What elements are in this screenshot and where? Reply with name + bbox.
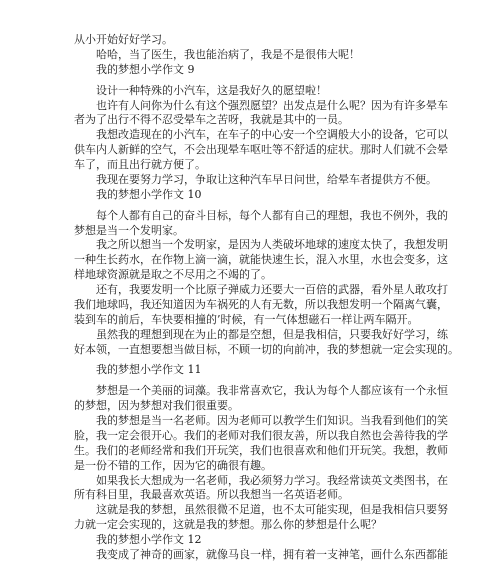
text-line: 一种生长药水，在作物上滴一滴，就能快速生长，混入水里，水也会变多，这 (74, 253, 448, 266)
text-line: 力就一定会实现的，这就是我的梦想。那么你的梦想是什么呢？ (74, 518, 382, 531)
text-line: 设计一种特殊的小汽车，这是我好久的愿望啦！ (96, 84, 327, 97)
text-line: 装到车的前后，车快要相撞的’时候，有一气体想磁石一样让两车隔开。 (74, 313, 419, 326)
text-line: 从小开始好好学习。 (74, 33, 173, 46)
text-line: 车了，而且出行就方便了。 (74, 158, 206, 171)
text-line: 的梦想，因为梦想对我们很重要。 (74, 399, 239, 412)
text-line: 供车内人新鲜的空气，不会出现晕车呕吐等不舒适的症状。那时人们就不会晕 (74, 143, 448, 156)
text-line: 如果我长大想成为一名老师，我必须努力学习。我经常读英文类图书，在 (96, 474, 448, 487)
text-line: 虽然我的理想到现在为止的都是空想，但是我相信，只要我好好学习，练 (96, 328, 448, 341)
text-line: 哈哈，当了医生，我也能治病了，我是不是很伟大呢！ (96, 48, 360, 61)
text-line: 我的梦想是当一名老师。因为老师可以教学生们知识。当我看到他们的笑 (96, 414, 448, 427)
section-heading: 我的梦想小学作文 9 (96, 63, 195, 76)
text-line: 我现在要努力学习，争取让这种汽车早日问世，给晕车者提供方不便。 (96, 173, 437, 186)
text-line: 好本领，一直想要想当做目标，不顾一切的向前冲，我的梦想就一定会实现的。 (74, 343, 459, 356)
text-line: 每个人都有自己的奋斗目标，每个人都有自己的理想，我也不例外，我的 (96, 209, 448, 222)
text-line: 我变成了神奇的画家，就像马良一样，拥有着一支神笔，画什么东西都能 (96, 548, 448, 561)
section-heading: 我的梦想小学作文 12 (96, 533, 202, 546)
text-line: 也许有人问你为什么有这个强烈愿望？出发点是什么呢？因为有许多晕车 (96, 99, 448, 112)
text-line: 我们地球吗，我还知道因为车祸死的人有无数，所以我想发明一个隔离气囊， (74, 298, 448, 311)
text-line: 者为了出行不得不忍受晕车之苦呀，我就是其中的一员。 (74, 113, 349, 126)
section-heading: 我的梦想小学作文 11 (96, 363, 202, 376)
text-line: 样地球资源就是取之不尽用之不竭的了。 (74, 268, 272, 281)
text-line: 脸，我一定会很开心。我们的老师对我们很友善，所以我自然也会善待我的学 (74, 429, 448, 442)
text-line: 我想改造现在的小汽车，在车子的中心安一个空调般大小的设备，它可以 (96, 128, 448, 141)
text-line: 生。我们的老师经常和我们开玩笑，我们也很喜欢和他们开玩笑。我想，教师 (74, 444, 448, 457)
text-line: 还有，我要发明一个比原子弹威力还要大一百倍的武器，看外星人敢攻打 (96, 283, 448, 296)
text-line: 这就是我的梦想，虽然很微不足道，也不太可能实现，但是我相信只要努 (96, 503, 448, 516)
text-line: 是一份不错的工作，因为它的确很有趣。 (74, 459, 272, 472)
section-heading: 我的梦想小学作文 10 (96, 188, 202, 201)
text-line: 所有科目里，我最喜欢英语。所以我想当一名英语老师。 (74, 488, 349, 501)
text-line: 梦想是一个美丽的词藻。我非常喜欢它，我认为每个人都应该有一个永恒 (96, 384, 448, 397)
text-line: 梦想是当一个发明家。 (74, 224, 184, 237)
text-line: 我之所以想当一个发明家，是因为人类破坏地球的速度太快了，我想发明 (96, 238, 448, 251)
